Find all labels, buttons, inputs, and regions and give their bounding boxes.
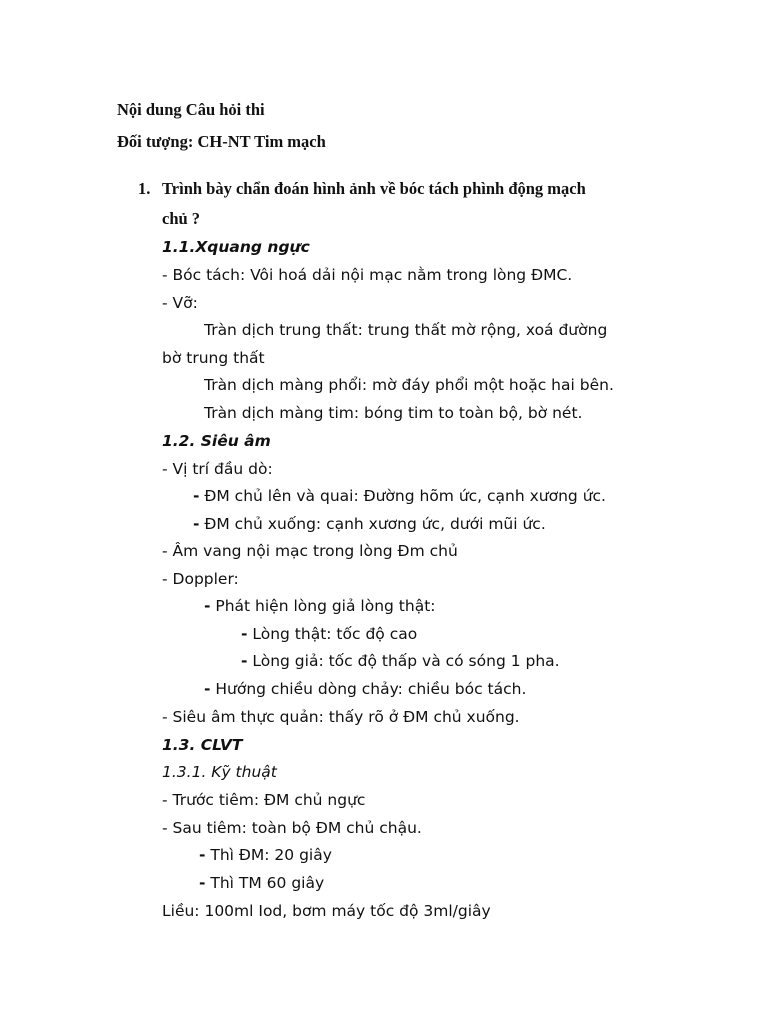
text-truoc-tiem: - Trước tiêm: ĐM chủ ngực [162, 791, 366, 809]
list-item-long-that [241, 624, 417, 644]
list-item-text: Lòng giả: tốc độ thấp và có sóng 1 pha. [252, 652, 560, 670]
list-item-text: Hướng chiều dòng chảy: chiều bóc tách. [215, 680, 527, 698]
question-text-line1: Trình bày chẩn đoán hình ảnh về bóc tách phình động mạch [162, 179, 586, 198]
text-doppler: - Doppler: [162, 570, 239, 588]
bullet-dash: - [241, 625, 248, 643]
text-vi-tri-dau-do: - Vị trí đầu dò: [162, 460, 273, 478]
text-tran-dich-mang-phoi: Tràn dịch màng phổi: mờ đáy phổi một hoặc hai bên. [204, 376, 614, 394]
document-subject: Đối tượng: CH-NT Tim mạch [117, 132, 326, 151]
list-item-text: Lòng thật: tốc độ cao [252, 625, 418, 643]
bullet-dash: - [193, 515, 200, 533]
text-lieu: Liều: 100ml Iod, bơm máy tốc độ 3ml/giây [162, 902, 491, 920]
section-heading-xquang: 1.1.Xquang ngực [162, 238, 310, 256]
list-item-thi-tm [199, 873, 324, 893]
bullet-dash: - [199, 846, 206, 864]
text-boc-tach: - Bóc tách: Vôi hoá dải nội mạc nằm trong lòng ĐMC. [162, 266, 573, 284]
list-item-thi-dm [199, 845, 332, 865]
bullet-dash: - [199, 874, 206, 892]
list-item-dm-chu-len [193, 486, 606, 506]
list-item-text: Phát hiện lòng giả lòng thật: [215, 597, 436, 615]
section-heading-clvt: 1.3. CLVT [162, 736, 243, 754]
bullet-dash: - [241, 652, 248, 670]
bullet-dash: - [204, 597, 211, 615]
list-item-text: Thì TM 60 giây [210, 874, 325, 892]
list-item-huong-chieu [204, 679, 526, 699]
subsection-heading-ky-thuat: 1.3.1. Kỹ thuật [162, 763, 277, 781]
bullet-dash: - [193, 487, 200, 505]
document-title: Nội dung Câu hỏi thi [117, 100, 265, 119]
text-sieu-am-thuc-quan: - Siêu âm thực quản: thấy rõ ở ĐM chủ xuống. [162, 708, 520, 726]
text-tran-dich-trung-that: Tràn dịch trung thất: trung thất mờ rộng, xoá đường [204, 321, 608, 339]
text-vo: - Vỡ: [162, 294, 198, 312]
question-number: 1. [138, 179, 151, 198]
question-text-line2: chủ ? [162, 209, 201, 228]
list-item-phat-hien [204, 596, 436, 616]
text-tran-dich-trung-that-cont: bờ trung thất [162, 349, 265, 367]
section-heading-sieu-am: 1.2. Siêu âm [162, 432, 271, 450]
text-tran-dich-mang-tim: Tràn dịch màng tim: bóng tim to toàn bộ, bờ nét. [204, 404, 583, 422]
list-item-text: ĐM chủ xuống: cạnh xương ức, dưới mũi ức. [204, 515, 546, 533]
text-sau-tiem: - Sau tiêm: toàn bộ ĐM chủ chậu. [162, 819, 422, 837]
list-item-long-gia [241, 651, 560, 671]
text-am-vang: - Âm vang nội mạc trong lòng Đm chủ [162, 542, 458, 560]
bullet-dash: - [204, 680, 211, 698]
list-item-text: Thì ĐM: 20 giây [210, 846, 332, 864]
list-item-text: ĐM chủ lên và quai: Đường hõm ức, cạnh xương ức. [204, 487, 606, 505]
list-item-dm-chu-xuong [193, 514, 546, 534]
